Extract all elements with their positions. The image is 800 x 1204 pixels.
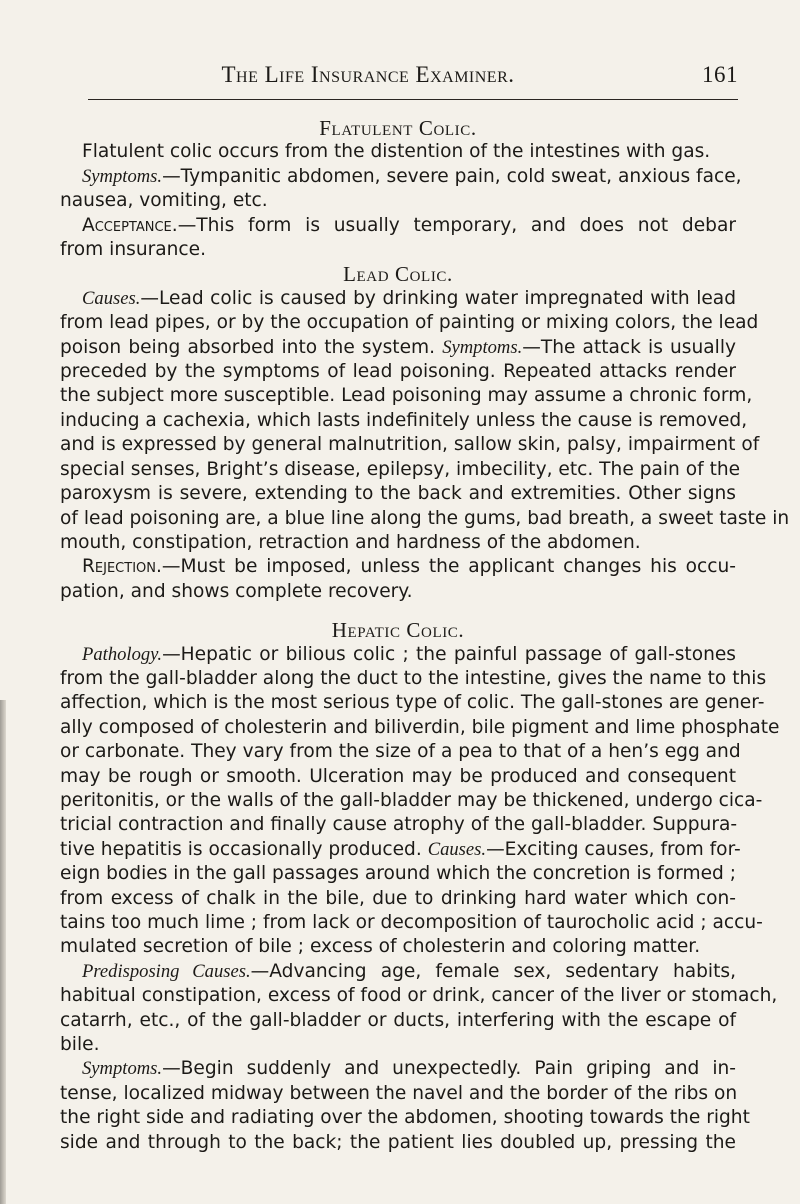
line-text: —Tympanitic abdomen, severe pain, cold sweat, anxious face, (162, 165, 742, 187)
line-text: —This form is usually temporary, and does not debar (177, 214, 736, 236)
line-text: mulated secretion of bile ; excess of cholesterin and coloring matter. (60, 936, 701, 958)
line-text: from insurance. (60, 239, 206, 261)
line-text: and is expressed by general malnutrition, sallow skin, palsy, impairment of (60, 434, 760, 456)
section-heading: Hepatic Colic. (331, 618, 465, 643)
line-text: tense, localized midway between the navel and the border of the ribs on (60, 1082, 738, 1104)
small-caps-lead: Rejection. (82, 556, 162, 578)
line-text: from the gall-bladder along the duct to the intestine, gives the name to this (60, 667, 767, 689)
text-line (60, 482, 736, 506)
line-text: peritonitis, or the walls of the gall-bladder may be thickened, undergo cica- (60, 789, 763, 811)
running-head (88, 62, 738, 88)
line-text: —Must be imposed, unless the applicant changes his occu- (161, 556, 736, 578)
paragraph (60, 1057, 750, 1155)
line-text: the right side and radiating over the abdomen, shooting towards the right (60, 1107, 750, 1129)
paragraph (60, 140, 736, 164)
italic-lead: Pathology. (82, 643, 163, 665)
text-line (60, 140, 736, 164)
line-text: —Lead colic is caused by drinking water impregnated with lead (140, 287, 736, 309)
paragraph (60, 165, 742, 214)
line-text: of lead poisoning are, a blue line along the gums, bad breath, a sweet taste in (60, 507, 790, 529)
line-text: from lead pipes, or by the occupation of painting or mixing colors, the lead (60, 312, 759, 334)
italic-lead: Causes. (82, 287, 141, 309)
line-text: paroxysm is severe, extending to the back and extremities. Other signs (60, 483, 736, 505)
paragraph (60, 643, 780, 960)
text-line (60, 789, 763, 813)
text-line (60, 311, 759, 335)
line-text: eign bodies in the gall passages around which the concretion is formed ; (60, 863, 736, 885)
text-line (60, 1131, 736, 1155)
line-text: tains too much lime ; from lack or decomposition of taurocholic acid ; accu- (60, 912, 763, 933)
text-line (60, 360, 736, 384)
text-line (60, 911, 763, 935)
text-line (60, 765, 736, 789)
line-text: nausea, vomiting, etc. (60, 190, 268, 212)
text-line (60, 1009, 736, 1033)
text-line (60, 740, 741, 764)
body-text (60, 116, 790, 1155)
text-line (60, 643, 736, 667)
text-line (60, 580, 736, 604)
line-text: bile. (60, 1034, 100, 1056)
text-line (60, 1082, 736, 1106)
text-line (60, 1106, 750, 1130)
line-text: mouth, constipation, retraction and hardness of the abdomen. (60, 531, 641, 553)
header-rule (88, 99, 738, 100)
text-line (60, 935, 736, 959)
line-text: special senses, Bright’s disease, epilepsy, imbecility, etc. The pain of the (60, 458, 741, 480)
text-line (60, 189, 736, 213)
line-text: poison being absorbed into the system. (60, 336, 436, 358)
italic-lead: Predisposing Causes. (82, 960, 251, 982)
text-line (60, 531, 736, 555)
text-line (60, 336, 736, 360)
page-edge-shadow (0, 700, 6, 1204)
text-line (60, 813, 736, 837)
text-line (60, 1033, 736, 1057)
text-line (60, 691, 765, 715)
paragraph (60, 214, 736, 263)
line-text: —Advancing age, female sex, sedentary habits, (250, 960, 736, 982)
line-text: —The attack is usually (522, 336, 737, 358)
page-number: 161 (702, 62, 738, 87)
text-line (60, 238, 736, 262)
text-line (60, 458, 741, 482)
text-line (60, 1057, 736, 1081)
line-text: side and through to the back; the patient lies doubled up, pressing the (60, 1131, 736, 1153)
text-line (60, 838, 741, 862)
text-line (60, 960, 736, 984)
line-text: affection, which is the most serious type of colic. The gall-stones are gener- (60, 692, 765, 714)
line-text: habitual constipation, excess of food or drink, cancer of the liver or stomach, (60, 985, 778, 1007)
text-line (60, 507, 790, 531)
text-line (60, 716, 780, 740)
paragraph (60, 287, 790, 555)
line-text: Flatulent colic occurs from the distention of the intestines with gas. (82, 141, 711, 163)
line-text: catarrh, etc., of the gall-bladder or ducts, interfering with the escape of (60, 1009, 736, 1031)
text-line (60, 287, 736, 311)
section-heading: Flatulent Colic. (319, 116, 477, 140)
line-text: or carbonate. They vary from the size of a pea to that of a hen’s egg and (60, 741, 741, 763)
line-text: —Hepatic or bilious colic ; the painful passage of gall-stones (162, 643, 736, 665)
text-line (60, 555, 736, 579)
line-text: tricial contraction and finally cause atrophy of the gall-bladder. Suppura- (60, 814, 738, 836)
section-heading: Lead Colic. (343, 262, 453, 287)
text-line (60, 409, 748, 433)
running-head-title: The Life Insurance Examiner. (221, 62, 515, 87)
text-line (60, 887, 736, 911)
italic-lead: Symptoms. (82, 1058, 163, 1080)
paragraph (60, 555, 736, 604)
text-line (60, 384, 753, 408)
text-line (60, 984, 778, 1008)
line-text: preceded by the symptoms of lead poisoning. Repeated attacks render (60, 361, 736, 383)
text-line (60, 165, 742, 189)
text-line (60, 862, 736, 886)
small-caps-lead: Acceptance. (82, 214, 178, 236)
line-text: the subject more susceptible. Lead poisoning may assume a chronic form, (60, 385, 753, 407)
line-text: inducing a cachexia, which lasts indefinitely unless the cause is removed, (60, 409, 748, 431)
text-line (60, 214, 736, 238)
italic-lead: Symptoms. (82, 165, 163, 187)
line-text: —Exciting causes, from for- (486, 838, 741, 860)
text-line (60, 433, 760, 457)
line-text: ally composed of cholesterin and biliverdin, bile pigment and lime phosphate (60, 716, 780, 738)
line-text: from excess of chalk in the bile, due to drinking hard water which con- (60, 887, 736, 909)
line-text: —Begin suddenly and unexpectedly. Pain griping and in- (162, 1058, 736, 1080)
line-text: pation, and shows complete recovery. (60, 580, 413, 602)
italic-lead: Causes. (427, 838, 487, 860)
section-gap (60, 604, 736, 618)
paragraph (60, 960, 778, 1058)
line-text: tive hepatitis is occasionally produced. (60, 838, 422, 860)
text-line (60, 667, 767, 691)
italic-lead: Symptoms. (442, 336, 523, 358)
line-text: may be rough or smooth. Ulceration may be produced and consequent (60, 765, 736, 787)
